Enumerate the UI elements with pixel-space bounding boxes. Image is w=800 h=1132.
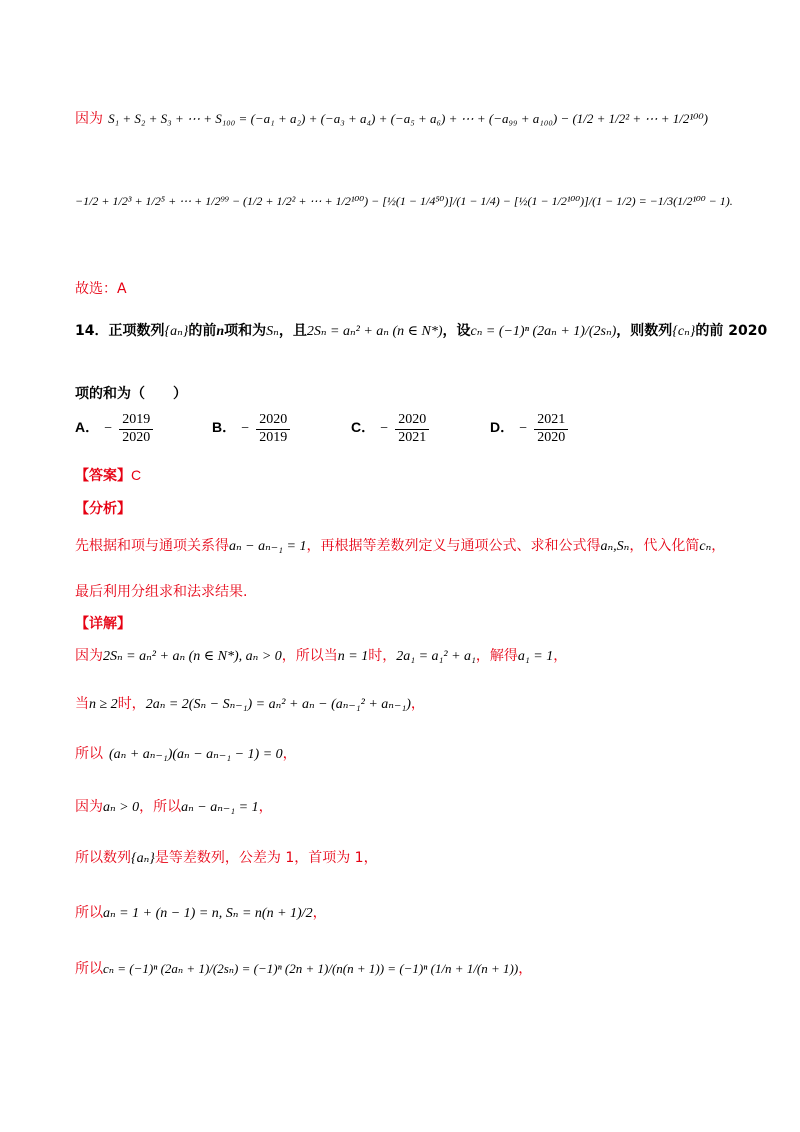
top-line-2 xyxy=(75,190,733,209)
detail-row-6 xyxy=(75,902,327,922)
detail-1-text-e: ， xyxy=(553,648,568,664)
top-line-1 xyxy=(75,100,708,136)
prev-answer: 故选：A xyxy=(75,281,127,297)
option-a-denominator: 2020 xyxy=(122,429,151,445)
detail-row-7 xyxy=(75,958,532,978)
question-condition: 2Sₙ = aₙ² + aₙ (n ∈ N*) xyxy=(306,324,443,339)
question-text-c: 项和为 xyxy=(224,323,267,339)
detail-row-1 xyxy=(75,645,567,665)
question-line-2: 项的和为（ ） xyxy=(75,386,187,402)
question-cn-definition: cₙ = (−1)ⁿ (2aₙ + 1)/(2sₙ) xyxy=(470,324,617,339)
question-line-1 xyxy=(75,320,767,340)
question-text-e: ，设 xyxy=(442,323,471,339)
option-d[interactable]: D． − $\frac{2021}{2020}$ xyxy=(490,412,570,447)
analysis-math-1: aₙ − aₙ₋₁ = 1 xyxy=(229,539,307,554)
top-expr-1: S₁ + S₂ + S₃ + ⋯ + S₁₀₀ = (−a₁ + a₂) + (−a₃ + a₄) + (−a₅ + a₆) + ⋯ + (−a₉₉ + a₁₀₀) − (1/2 + 1/2² + ⋯ + 1/2¹⁰⁰) xyxy=(108,111,708,126)
detail-1-text-a: 因为 xyxy=(75,648,103,664)
detail-4-text-a: 因为 xyxy=(75,799,103,815)
detail-7-math: cₙ = (−1)ⁿ (2aₙ + 1)/(2sₙ) = (−1)ⁿ (2n + 1)/(n(n + 1)) = (−1)ⁿ (1/n + 1/(n + 1)) xyxy=(103,961,519,976)
detail-1-math-a: 2Sₙ = aₙ² + aₙ (n ∈ N*), aₙ > 0 xyxy=(103,649,282,664)
detail-1-math-b: n = 1 xyxy=(337,649,369,664)
detail-4-text-c: ， xyxy=(258,799,273,815)
option-c[interactable]: C． − $\frac{2020}{2021}$ xyxy=(351,412,431,447)
option-a-numerator: 2019 xyxy=(119,412,153,430)
analysis-line-1 xyxy=(75,535,725,555)
option-c-fraction xyxy=(395,412,429,447)
option-a[interactable]: A． − $\frac{2019}{2020}$ xyxy=(75,412,155,447)
question-text-b: 的前 xyxy=(188,323,217,339)
option-d-label: D． xyxy=(490,418,515,435)
detail-3-math: (aₙ + aₙ₋₁)(aₙ − aₙ₋₁ − 1) = 0 xyxy=(109,747,283,762)
detail-4-text-b: ，所以 xyxy=(139,799,182,815)
detail-2-text-c: ， xyxy=(410,696,425,712)
detail-1-text-c: 时， xyxy=(368,648,397,664)
answer-value: C xyxy=(131,467,142,483)
detail-4-math-a: aₙ > 0 xyxy=(103,800,140,815)
detail-6-text-a: 所以 xyxy=(75,905,103,921)
option-b-denominator: 2019 xyxy=(259,429,288,445)
detail-2-text-b: 时， xyxy=(117,696,146,712)
option-c-denominator: 2021 xyxy=(398,429,427,445)
detail-1-math-d: a₁ = 1 xyxy=(517,649,554,664)
option-d-numerator: 2021 xyxy=(534,412,568,430)
option-a-fraction xyxy=(119,412,153,447)
detail-tag: 【详解】 xyxy=(75,616,131,632)
detail-1-math-c: 2a₁ = a₁² + a₁ xyxy=(396,649,476,664)
option-b[interactable]: B． − $\frac{2020}{2019}$ xyxy=(212,412,292,447)
detail-2-text-a: 当 xyxy=(75,696,89,712)
detail-row-4 xyxy=(75,796,273,816)
analysis-math-2: aₙ,Sₙ xyxy=(600,539,630,554)
option-a-label: A． xyxy=(75,418,100,435)
detail-1-text-b: ，所以当 xyxy=(281,648,338,664)
analysis-math-3: cₙ xyxy=(699,539,712,554)
analysis-line-2: 最后利用分组求和法求结果. xyxy=(75,584,248,600)
detail-7-text-a: 所以 xyxy=(75,961,103,977)
top-expr-2: −1/2 + 1/2³ + 1/2⁵ + ⋯ + 1/2⁹⁹ − (1/2 + 1/2² + ⋯ + 1/2¹⁰⁰) − [½(1 − 1/4⁵⁰)]/(1 − 1/4) − [½(1 − 1/2¹⁰⁰)]/(1 − 1/2) = −1/3(1/2¹⁰⁰ − 1). xyxy=(75,194,733,208)
detail-6-text-b: ， xyxy=(312,905,327,921)
question-seq-a: {aₙ} xyxy=(164,324,189,339)
question-text-g: 的前 2020 xyxy=(695,323,768,339)
option-b-label: B． xyxy=(212,418,237,435)
top-intro: 因为 xyxy=(75,111,103,127)
question-number: 14． xyxy=(75,323,109,339)
analysis-text-1c: ，代入化简 xyxy=(629,538,700,554)
detail-row-3 xyxy=(75,743,297,763)
detail-3-text-a: 所以 xyxy=(75,746,103,762)
detail-1-text-d: ，解得 xyxy=(475,648,518,664)
option-c-label: C． xyxy=(351,418,376,435)
analysis-text-1a: 先根据和项与通项关系得 xyxy=(75,538,229,554)
detail-4-math-b: aₙ − aₙ₋₁ = 1 xyxy=(181,800,259,815)
option-b-fraction xyxy=(256,412,290,447)
question-seq-c: {cₙ} xyxy=(672,324,696,339)
option-d-denominator: 2020 xyxy=(537,429,566,445)
question-text-d: ，且 xyxy=(278,323,307,339)
detail-5-text-b: 是等差数列，公差为 1，首项为 1， xyxy=(154,850,378,866)
answer-tag: 【答案】 xyxy=(75,468,131,484)
question-text-f: ，则数列 xyxy=(616,323,673,339)
question-sn: Sₙ xyxy=(266,324,279,339)
question-n: n xyxy=(216,324,225,339)
detail-6-math: aₙ = 1 + (n − 1) = n, Sₙ = n(n + 1)/2 xyxy=(103,906,313,921)
analysis-text-1d: ， xyxy=(711,538,726,554)
detail-7-text-b: ， xyxy=(518,961,533,977)
answer-line xyxy=(75,465,141,485)
detail-row-5 xyxy=(75,847,378,867)
option-c-numerator: 2020 xyxy=(395,412,429,430)
question-text-a: 正项数列 xyxy=(108,323,165,339)
option-d-fraction xyxy=(534,412,568,447)
detail-2-math-a: n ≥ 2 xyxy=(89,697,118,712)
detail-row-2 xyxy=(75,693,425,713)
detail-2-math-b: 2aₙ = 2(Sₙ − Sₙ₋₁) = aₙ² + aₙ − (aₙ₋₁² + aₙ₋₁) xyxy=(145,697,411,712)
analysis-tag: 【分析】 xyxy=(75,501,131,517)
analysis-text-1b: ，再根据等差数列定义与通项公式、求和公式得 xyxy=(306,538,601,554)
option-b-numerator: 2020 xyxy=(256,412,290,430)
detail-3-text-b: ， xyxy=(282,746,297,762)
detail-5-math: {aₙ} xyxy=(131,851,155,866)
detail-5-text-a: 所以数列 xyxy=(75,850,131,866)
